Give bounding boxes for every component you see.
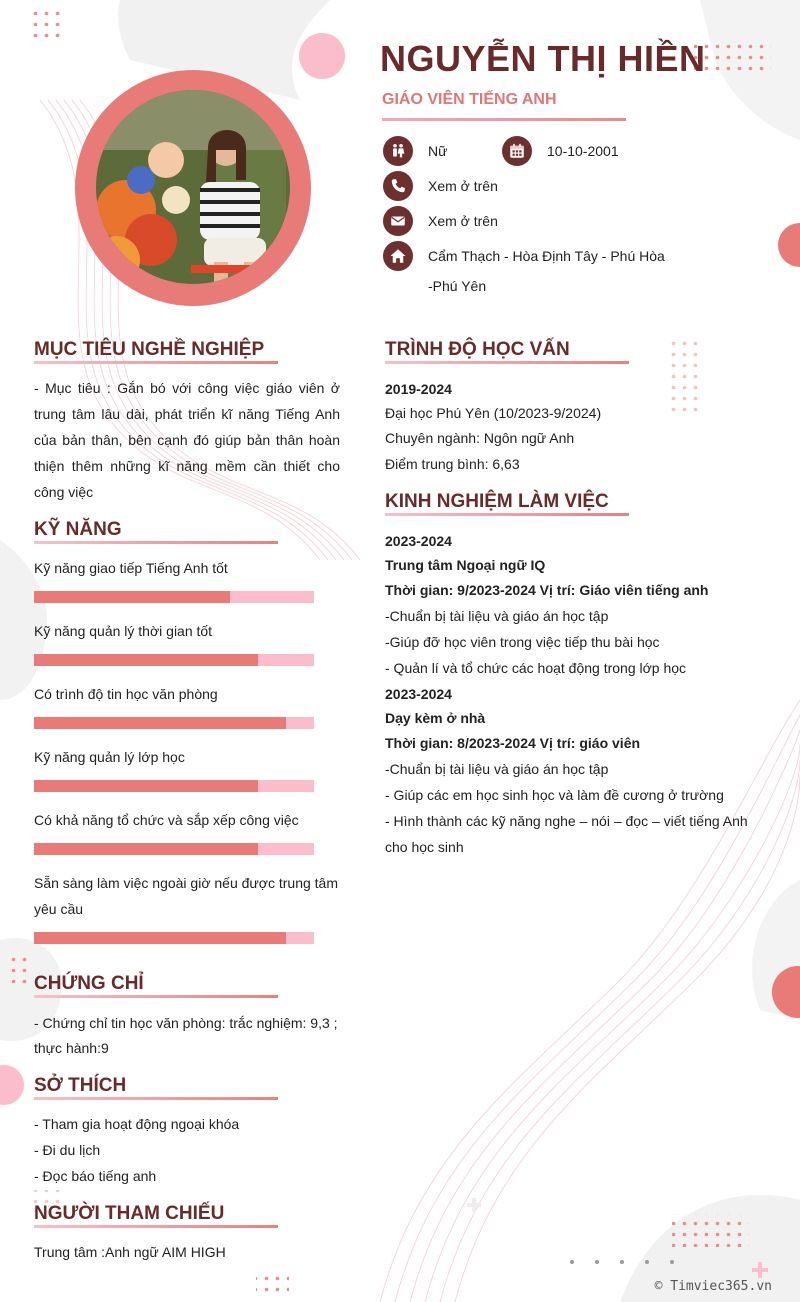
address-line-2: -Phú Yên (428, 278, 487, 294)
job-task: - Hình thành các kỹ năng nghe – nói – đọc – viết tiếng Anh (385, 813, 748, 829)
education-period: 2019-2024 (385, 381, 452, 397)
job-title: GIÁO VIÊN TIẾNG ANH (382, 91, 557, 108)
skill-bar-fill (34, 932, 286, 944)
job-period: 2023-2024 (385, 533, 452, 549)
skill-label: Sẵn sàng làm việc ngoài giờ nếu được trung tâm (34, 875, 339, 891)
hobby-item: - Tham gia hoạt động ngoại khóa (34, 1116, 240, 1132)
education-major: Chuyên ngành: Ngôn ngữ Anh (385, 430, 575, 446)
hobbies-heading: SỞ THÍCH (34, 1075, 127, 1096)
mail-icon (383, 206, 413, 236)
job-company: Dạy kèm ở nhà (385, 710, 486, 726)
phone-value: Xem ở trên (428, 178, 498, 194)
hobby-item: - Đọc báo tiếng anh (34, 1168, 157, 1184)
job-task: -Chuẩn bị tài liệu và giáo án học tập (385, 608, 609, 624)
skill-label: Kỹ năng giao tiếp Tiếng Anh tốt (34, 560, 228, 576)
job-task: cho học sinh (385, 839, 464, 855)
skill-bar-fill (34, 654, 258, 666)
certificate-line: thực hành:9 (34, 1040, 109, 1056)
skill-bar-fill (34, 717, 286, 729)
education-school: Đại học Phú Yên (10/2023-9/2024) (385, 405, 602, 421)
experience-underline (385, 513, 629, 516)
certificates-underline (34, 995, 278, 998)
skill-bar (34, 780, 314, 792)
skill-bar (34, 591, 314, 603)
job-title-underline (382, 118, 626, 121)
skill-bar (34, 654, 314, 666)
hobby-item: - Đi du lịch (34, 1142, 101, 1158)
objective-underline (34, 361, 278, 364)
skill-bar-fill (34, 591, 230, 603)
certificates-heading: CHỨNG CHỈ (34, 973, 144, 994)
skill-bar (34, 932, 314, 944)
job-task: - Quản lí và tổ chức các hoạt động trong lớp học (385, 660, 687, 676)
job-role: Thời gian: 9/2023-2024 Vị trí: Giáo viên tiếng anh (385, 582, 709, 598)
education-heading: TRÌNH ĐỘ HỌC VẤN (385, 339, 570, 360)
gender-icon (383, 136, 413, 166)
objective-heading: MỤC TIÊU NGHỀ NGHIỆP (34, 339, 265, 360)
reference-text: Trung tâm :Anh ngữ AIM HIGH (34, 1244, 226, 1260)
address-line-1: Cẩm Thạch - Hòa Định Tây - Phú Hòa (428, 248, 665, 264)
skill-bar-fill (34, 843, 258, 855)
phone-icon (383, 171, 413, 201)
candidate-name: NGUYỄN THỊ HIỀN (380, 38, 706, 79)
birthday-value: 10-10-2001 (547, 143, 619, 159)
references-underline (34, 1225, 278, 1228)
job-task: -Giúp đỡ học viên trong việc tiếp thu bài học (385, 634, 660, 650)
avatar (96, 90, 290, 284)
skill-label: Có khả năng tổ chức và sắp xếp công việc (34, 812, 299, 828)
hobbies-underline (34, 1097, 278, 1100)
objective-text: - Mục tiêu : Gắn bó với công việc giáo viên ở trung tâm lâu dài, phát triển kĩ năng Tiếng Anh của bản thân, bên cạnh đó giúp bản thân hoàn thiện thêm những kĩ năng mềm cần thiết cho công việc (34, 380, 340, 500)
skill-label: Có trình độ tin học văn phòng (34, 686, 218, 702)
education-underline (385, 361, 629, 364)
job-company: Trung tâm Ngoại ngữ IQ (385, 557, 546, 573)
skill-bar-fill (34, 780, 258, 792)
job-period: 2023-2024 (385, 686, 452, 702)
watermark: © Timviec365.vn (654, 1279, 772, 1294)
job-task: - Giúp các em học sinh học và làm đề cương ở trường (385, 787, 724, 803)
gender-value: Nữ (428, 143, 448, 159)
home-icon (383, 241, 413, 271)
skills-underline (34, 541, 278, 544)
job-role: Thời gian: 8/2023-2024 Vị trí: giáo viên (385, 735, 641, 751)
skill-bar (34, 717, 314, 729)
email-value: Xem ở trên (428, 213, 498, 229)
skill-bar (34, 843, 314, 855)
skill-label: Kỹ năng quản lý thời gian tốt (34, 623, 213, 639)
calendar-icon (502, 136, 532, 166)
skill-label: Kỹ năng quản lý lớp học (34, 749, 185, 765)
references-heading: NGƯỜI THAM CHIẾU (34, 1203, 225, 1224)
skill-label-cont: yêu cầu (34, 901, 84, 917)
skills-heading: KỸ NĂNG (34, 519, 122, 540)
experience-heading: KINH NGHIỆM LÀM VIỆC (385, 491, 609, 512)
education-gpa: Điểm trung bình: 6,63 (385, 456, 520, 472)
certificate-line: - Chứng chỉ tin học văn phòng: trắc nghiệm: 9,3 ; (34, 1015, 338, 1031)
job-task: -Chuẩn bị tài liệu và giáo án học tập (385, 761, 609, 777)
